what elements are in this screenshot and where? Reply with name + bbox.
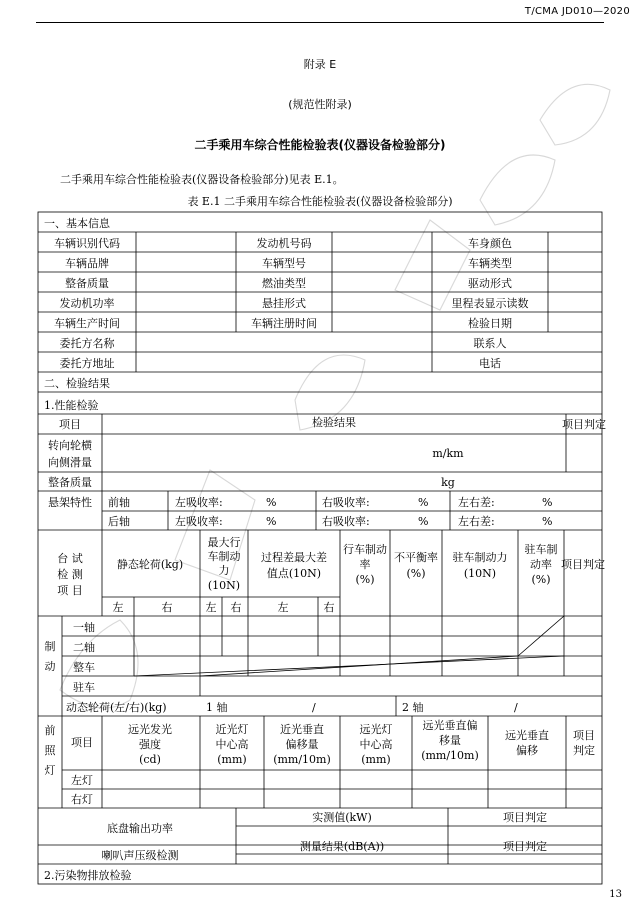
steer-slip-label-1: 转向轮横 bbox=[48, 439, 92, 452]
dyn-axle-2: 2 轴 bbox=[402, 701, 424, 714]
label-registration-date: 车辆注册时间 bbox=[251, 317, 317, 330]
light-c3-3: (mm/10m) bbox=[273, 753, 331, 766]
front-diff-pct: % bbox=[542, 496, 553, 509]
col-judge: 项目判定 bbox=[562, 418, 606, 431]
rear-right-pct: % bbox=[418, 515, 429, 528]
emission-title: 2.污染物排放检验 bbox=[44, 869, 132, 882]
front-axle: 前轴 bbox=[108, 496, 130, 509]
label-vehicle-type: 车辆类型 bbox=[468, 257, 512, 270]
front-right-pct: % bbox=[418, 496, 429, 509]
horn-label: 喇叭声压级检测 bbox=[101, 849, 179, 862]
hdr-brake-rate-2: 率 bbox=[359, 558, 371, 571]
label-body-color: 车身颜色 bbox=[468, 237, 512, 250]
suspension-label: 悬架特性 bbox=[48, 496, 92, 509]
hdr-brake-judge: 项目判定 bbox=[561, 558, 605, 571]
section-basic-info: 一、基本信息 bbox=[44, 217, 110, 230]
label-phone: 电话 bbox=[479, 357, 501, 370]
front-diff: 左右差: bbox=[458, 496, 495, 509]
hdr-max-force-2: 车制动 bbox=[207, 550, 241, 563]
light-side-1: 前 bbox=[44, 724, 56, 737]
hdr-test-3: 项 目 bbox=[57, 584, 83, 597]
hdr-process-diff-1: 过程差最大差 bbox=[261, 551, 327, 564]
appendix-title: 附录 E bbox=[303, 58, 337, 71]
light-side-2: 照 bbox=[44, 744, 56, 757]
standard-number: T/CMA JD010—2020 bbox=[524, 6, 630, 17]
light-c2-2: 中心高 bbox=[215, 738, 249, 751]
horn-judge: 项目判定 bbox=[503, 840, 547, 853]
chassis-power-label: 底盘输出功率 bbox=[107, 822, 173, 835]
hdr-park-rate-1: 驻车制 bbox=[524, 543, 558, 556]
hdr-park-rate-3: (%) bbox=[531, 573, 551, 586]
light-c3-1: 近光垂直 bbox=[280, 723, 324, 736]
front-left-abs: 左吸收率: bbox=[175, 496, 223, 509]
label-curb-mass: 整备质量 bbox=[65, 277, 109, 290]
curb-mass-label: 整备质量 bbox=[48, 476, 92, 489]
hdr-test-2: 检 测 bbox=[57, 568, 83, 581]
right-lamp: 右灯 bbox=[71, 793, 93, 806]
dyn-axle-1-slash: / bbox=[312, 701, 316, 714]
diff-right: 右 bbox=[323, 601, 335, 614]
page-number: 13 bbox=[609, 889, 622, 900]
label-engine-power: 发动机功率 bbox=[59, 297, 115, 310]
label-vin: 车辆识别代码 bbox=[54, 237, 120, 250]
rear-right-abs: 右吸收率: bbox=[322, 515, 370, 528]
hdr-park-force-1: 驻车制动力 bbox=[452, 551, 508, 564]
hdr-imbalance-1: 不平衡率 bbox=[394, 551, 438, 564]
rear-axle: 后轴 bbox=[108, 515, 130, 528]
force-left: 左 bbox=[205, 601, 217, 614]
hdr-park-rate-2: 动率 bbox=[530, 558, 552, 571]
chassis-measured: 实测值(kW) bbox=[312, 811, 372, 824]
basic-info-grid bbox=[38, 232, 602, 392]
col-item: 项目 bbox=[59, 418, 81, 431]
dyn-load-label: 动态轮荷(左/右)(kg) bbox=[66, 701, 167, 714]
light-c6-1: 远光垂直 bbox=[505, 729, 549, 742]
hdr-static-load: 静态轮荷(kg) bbox=[116, 558, 184, 571]
label-inspection-date: 检验日期 bbox=[468, 317, 512, 330]
left-lamp: 左灯 bbox=[71, 774, 93, 787]
label-client-address: 委托方地址 bbox=[59, 357, 115, 370]
dyn-axle-1: 1 轴 bbox=[206, 701, 228, 714]
hdr-brake-rate-1: 行车制动 bbox=[343, 543, 387, 556]
static-left: 左 bbox=[112, 601, 124, 614]
light-c1-2: 强度 bbox=[139, 738, 161, 751]
document-title: 二手乘用车综合性能检验表(仪器设备检验部分) bbox=[194, 138, 446, 152]
force-right: 右 bbox=[230, 601, 242, 614]
light-c3-2: 偏移量 bbox=[285, 738, 319, 751]
brake-side-2: 动 bbox=[44, 660, 56, 673]
row-parking: 驻车 bbox=[73, 681, 95, 694]
light-c7-1: 项目 bbox=[573, 729, 595, 742]
hdr-test-1: 台 试 bbox=[57, 552, 83, 565]
row-axle-1: 一轴 bbox=[73, 621, 95, 634]
light-c5-2: 移量 bbox=[439, 734, 461, 747]
hdr-max-force-3: 力 bbox=[218, 564, 230, 577]
hdr-brake-rate-3: (%) bbox=[355, 573, 375, 586]
diff-left: 左 bbox=[277, 601, 289, 614]
light-c4-3: (mm) bbox=[361, 753, 391, 766]
intro-paragraph: 二手乘用车综合性能检验表(仪器设备检验部分)见表 E.1。 bbox=[60, 173, 344, 186]
light-c4-2: 中心高 bbox=[359, 738, 393, 751]
label-fuel-type: 燃油类型 bbox=[262, 277, 306, 290]
hdr-process-diff-2: 值点(10N) bbox=[266, 567, 322, 580]
light-side-3: 灯 bbox=[44, 764, 56, 777]
label-suspension: 悬挂形式 bbox=[262, 297, 306, 310]
label-contact: 联系人 bbox=[473, 337, 507, 350]
table-frame bbox=[38, 212, 602, 884]
steer-slip-unit: m/km bbox=[432, 447, 464, 460]
brake-side-1: 制 bbox=[44, 640, 56, 653]
light-c1-1: 远光发光 bbox=[128, 723, 172, 736]
horn-measured: 测量结果(dB(A)) bbox=[299, 840, 385, 853]
curb-mass-unit: kg bbox=[441, 476, 455, 489]
rear-diff: 左右差: bbox=[458, 515, 495, 528]
label-odometer: 里程表显示读数 bbox=[451, 297, 529, 310]
hdr-park-force-2: (10N) bbox=[463, 567, 497, 580]
table-caption: 表 E.1 二手乘用车综合性能检验表(仪器设备检验部分) bbox=[187, 195, 453, 208]
light-col-item: 项目 bbox=[71, 736, 93, 749]
rear-diff-pct: % bbox=[542, 515, 553, 528]
dyn-axle-2-slash: / bbox=[514, 701, 518, 714]
label-brand: 车辆品牌 bbox=[65, 257, 109, 270]
label-engine-no: 发动机号码 bbox=[256, 237, 312, 250]
appendix-type: (规范性附录) bbox=[288, 98, 352, 111]
light-c6-2: 偏移 bbox=[516, 744, 538, 757]
chassis-judge: 项目判定 bbox=[503, 811, 547, 824]
row-axle-2: 二轴 bbox=[73, 641, 95, 654]
hdr-max-force-1: 最大行 bbox=[207, 536, 241, 549]
steer-slip-label-2: 向侧滑量 bbox=[48, 456, 92, 469]
light-c5-3: (mm/10m) bbox=[421, 749, 479, 762]
hdr-imbalance-2: (%) bbox=[406, 567, 426, 580]
label-drive-type: 驱动形式 bbox=[468, 277, 512, 290]
static-right: 右 bbox=[161, 601, 173, 614]
light-c4-1: 远光灯 bbox=[359, 723, 393, 736]
rear-left-abs: 左吸收率: bbox=[175, 515, 223, 528]
front-right-abs: 右吸收率: bbox=[322, 496, 370, 509]
light-c5-1: 远光垂直偏 bbox=[422, 719, 478, 732]
light-c7-2: 判定 bbox=[573, 744, 595, 757]
col-result: 检验结果 bbox=[312, 416, 356, 429]
label-production-date: 车辆生产时间 bbox=[54, 317, 120, 330]
rear-left-pct: % bbox=[266, 515, 277, 528]
perf-test-title: 1.性能检验 bbox=[44, 399, 99, 412]
light-c2-1: 近光灯 bbox=[215, 723, 249, 736]
label-model: 车辆型号 bbox=[262, 257, 306, 270]
light-c2-3: (mm) bbox=[217, 753, 247, 766]
section-results: 二、检验结果 bbox=[44, 377, 110, 390]
hdr-max-force-4: (10N) bbox=[207, 579, 241, 592]
front-left-pct: % bbox=[266, 496, 277, 509]
light-c1-3: (cd) bbox=[139, 753, 161, 766]
row-vehicle: 整车 bbox=[73, 661, 95, 674]
label-client-name: 委托方名称 bbox=[59, 337, 115, 350]
